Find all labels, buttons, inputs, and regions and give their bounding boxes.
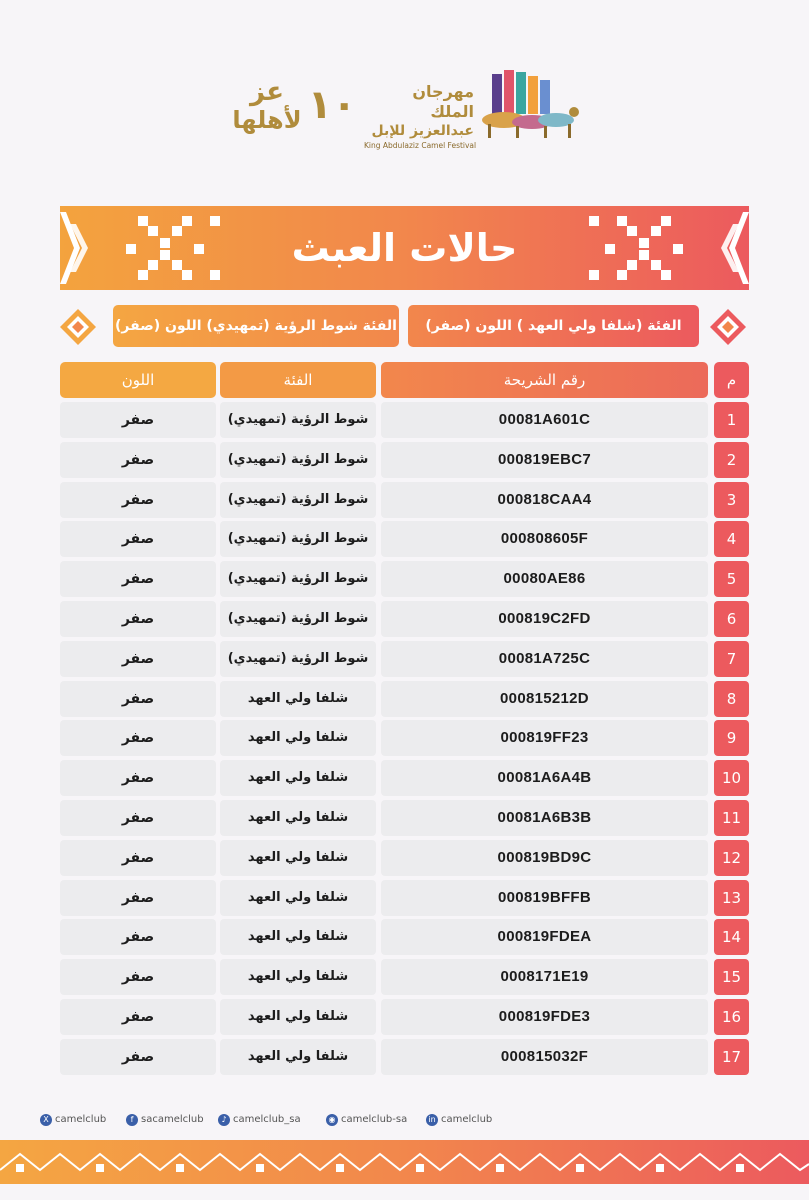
- category-box-vision: الفئة شوط الرؤية (تمهيدي) اللون (صفر): [113, 305, 399, 347]
- row-chip-number: 00081A601C: [381, 402, 708, 438]
- table-row: [0, 482, 809, 518]
- row-index: 17: [714, 1039, 749, 1075]
- row-color: صفر: [60, 880, 216, 916]
- header-logos: [0, 68, 809, 148]
- row-index: 13: [714, 880, 749, 916]
- festival-logo-text: [364, 82, 477, 152]
- row-chip-number: 000819FF23: [381, 720, 708, 756]
- table-row: [0, 641, 809, 677]
- row-index: 6: [714, 601, 749, 637]
- row-category: شلفا ولي العهد: [220, 720, 376, 756]
- row-index: 12: [714, 840, 749, 876]
- social-label: camelclub-sa: [341, 1114, 408, 1125]
- row-chip-number: 000819BFFB: [381, 880, 708, 916]
- table-row: [0, 601, 809, 637]
- row-color: صفر: [60, 521, 216, 557]
- table-row: [0, 521, 809, 557]
- row-chip-number: 00081A6B3B: [381, 800, 708, 836]
- snapchat-icon: ◉: [326, 1114, 338, 1126]
- table-row: [0, 561, 809, 597]
- social-label: sacamelclub: [141, 1114, 204, 1125]
- row-category: شلفا ولي العهد: [220, 1039, 376, 1075]
- social-facebook[interactable]: [126, 1110, 204, 1130]
- row-category: شلفا ولي العهد: [220, 681, 376, 717]
- social-tiktok-instagram[interactable]: [218, 1110, 301, 1130]
- social-x[interactable]: [40, 1110, 106, 1130]
- row-chip-number: 000819FDE3: [381, 999, 708, 1035]
- slogan-logo: [224, 78, 310, 138]
- diamond-ornament-left-icon: [60, 309, 96, 345]
- row-color: صفر: [60, 720, 216, 756]
- festival-name-english: King Abdulaziz Camel Festival: [364, 141, 477, 150]
- table-row: [0, 442, 809, 478]
- row-color: صفر: [60, 641, 216, 677]
- row-category: شوط الرؤية (تمهيدي): [220, 442, 376, 478]
- row-color: صفر: [60, 919, 216, 955]
- row-index: 5: [714, 561, 749, 597]
- row-index: 9: [714, 720, 749, 756]
- row-chip-number: 000815212D: [381, 681, 708, 717]
- row-chip-number: 000815032F: [381, 1039, 708, 1075]
- camel-riders-logo-icon: [474, 68, 584, 140]
- header-category: الفئة: [220, 362, 376, 398]
- row-category: شوط الرؤية (تمهيدي): [220, 641, 376, 677]
- festival-name-line2: عبدالعزيز للإبل: [371, 123, 474, 139]
- social-snapchat[interactable]: [326, 1110, 407, 1130]
- row-index: 14: [714, 919, 749, 955]
- row-index: 1: [714, 402, 749, 438]
- row-color: صفر: [60, 999, 216, 1035]
- row-index: 2: [714, 442, 749, 478]
- row-color: صفر: [60, 442, 216, 478]
- row-chip-number: 000808605F: [381, 521, 708, 557]
- row-color: صفر: [60, 482, 216, 518]
- title-banner: [60, 206, 749, 290]
- row-category: شلفا ولي العهد: [220, 999, 376, 1035]
- festival-name-line1: مهرجان الملك: [412, 82, 474, 121]
- row-color: صفر: [60, 601, 216, 637]
- row-chip-number: 00080AE86: [381, 561, 708, 597]
- row-chip-number: 000819FDEA: [381, 919, 708, 955]
- table-row: [0, 999, 809, 1035]
- table-row: [0, 880, 809, 916]
- row-index: 15: [714, 959, 749, 995]
- row-color: صفر: [60, 840, 216, 876]
- table-row: [0, 919, 809, 955]
- row-category: شوط الرؤية (تمهيدي): [220, 482, 376, 518]
- row-color: صفر: [60, 402, 216, 438]
- table-row: [0, 402, 809, 438]
- page-title: حالات العبث: [291, 226, 518, 270]
- row-category: شلفا ولي العهد: [220, 760, 376, 796]
- tiktok-instagram-icon: ♪: [218, 1114, 230, 1126]
- x-icon: X: [40, 1114, 52, 1126]
- slogan-line2: لأهلها: [232, 106, 302, 134]
- row-category: شلفا ولي العهد: [220, 840, 376, 876]
- row-index: 10: [714, 760, 749, 796]
- slogan-line1: عز: [250, 77, 284, 107]
- row-category: شلفا ولي العهد: [220, 919, 376, 955]
- row-index: 8: [714, 681, 749, 717]
- row-color: صفر: [60, 681, 216, 717]
- row-category: شوط الرؤية (تمهيدي): [220, 601, 376, 637]
- row-color: صفر: [60, 561, 216, 597]
- row-chip-number: 000818CAA4: [381, 482, 708, 518]
- bottom-zigzag-pattern-icon: [0, 1140, 809, 1184]
- row-color: صفر: [60, 760, 216, 796]
- row-chip-number: 00081A6A4B: [381, 760, 708, 796]
- row-color: صفر: [60, 959, 216, 995]
- row-category: شلفا ولي العهد: [220, 959, 376, 995]
- banner-pattern-right-icon: [579, 206, 749, 290]
- linkedin-icon: in: [426, 1114, 438, 1126]
- table-row: [0, 840, 809, 876]
- table-row: [0, 800, 809, 836]
- row-category: شوط الرؤية (تمهيدي): [220, 521, 376, 557]
- social-label: camelclub_sa: [233, 1114, 301, 1125]
- social-label: camelclub: [55, 1114, 107, 1125]
- anniversary-number: ١٠: [307, 82, 357, 128]
- social-label: camelclub: [441, 1114, 493, 1125]
- header-color: اللون: [60, 362, 216, 398]
- social-linkedin[interactable]: [426, 1110, 492, 1130]
- row-category: شلفا ولي العهد: [220, 800, 376, 836]
- row-chip-number: 00081A725C: [381, 641, 708, 677]
- row-category: شلفا ولي العهد: [220, 880, 376, 916]
- table-row: [0, 720, 809, 756]
- row-chip-number: 000819BD9C: [381, 840, 708, 876]
- category-box-crown-prince: الفئة (شلفا ولي العهد ) اللون (صفر): [408, 305, 699, 347]
- table-row: [0, 959, 809, 995]
- table-row: [0, 681, 809, 717]
- row-category: شوط الرؤية (تمهيدي): [220, 402, 376, 438]
- diamond-ornament-right-icon: [710, 309, 746, 345]
- header-index: م: [714, 362, 749, 398]
- row-index: 16: [714, 999, 749, 1035]
- row-index: 11: [714, 800, 749, 836]
- bottom-pattern-band: [0, 1140, 809, 1184]
- row-category: شوط الرؤية (تمهيدي): [220, 561, 376, 597]
- row-index: 3: [714, 482, 749, 518]
- row-color: صفر: [60, 800, 216, 836]
- row-chip-number: 0008171E19: [381, 959, 708, 995]
- row-color: صفر: [60, 1039, 216, 1075]
- table-row: [0, 1039, 809, 1075]
- facebook-icon: f: [126, 1114, 138, 1126]
- row-index: 7: [714, 641, 749, 677]
- row-chip-number: 000819C2FD: [381, 601, 708, 637]
- row-index: 4: [714, 521, 749, 557]
- table-row: [0, 760, 809, 796]
- row-chip-number: 000819EBC7: [381, 442, 708, 478]
- header-chip-number: رقم الشريحة: [381, 362, 708, 398]
